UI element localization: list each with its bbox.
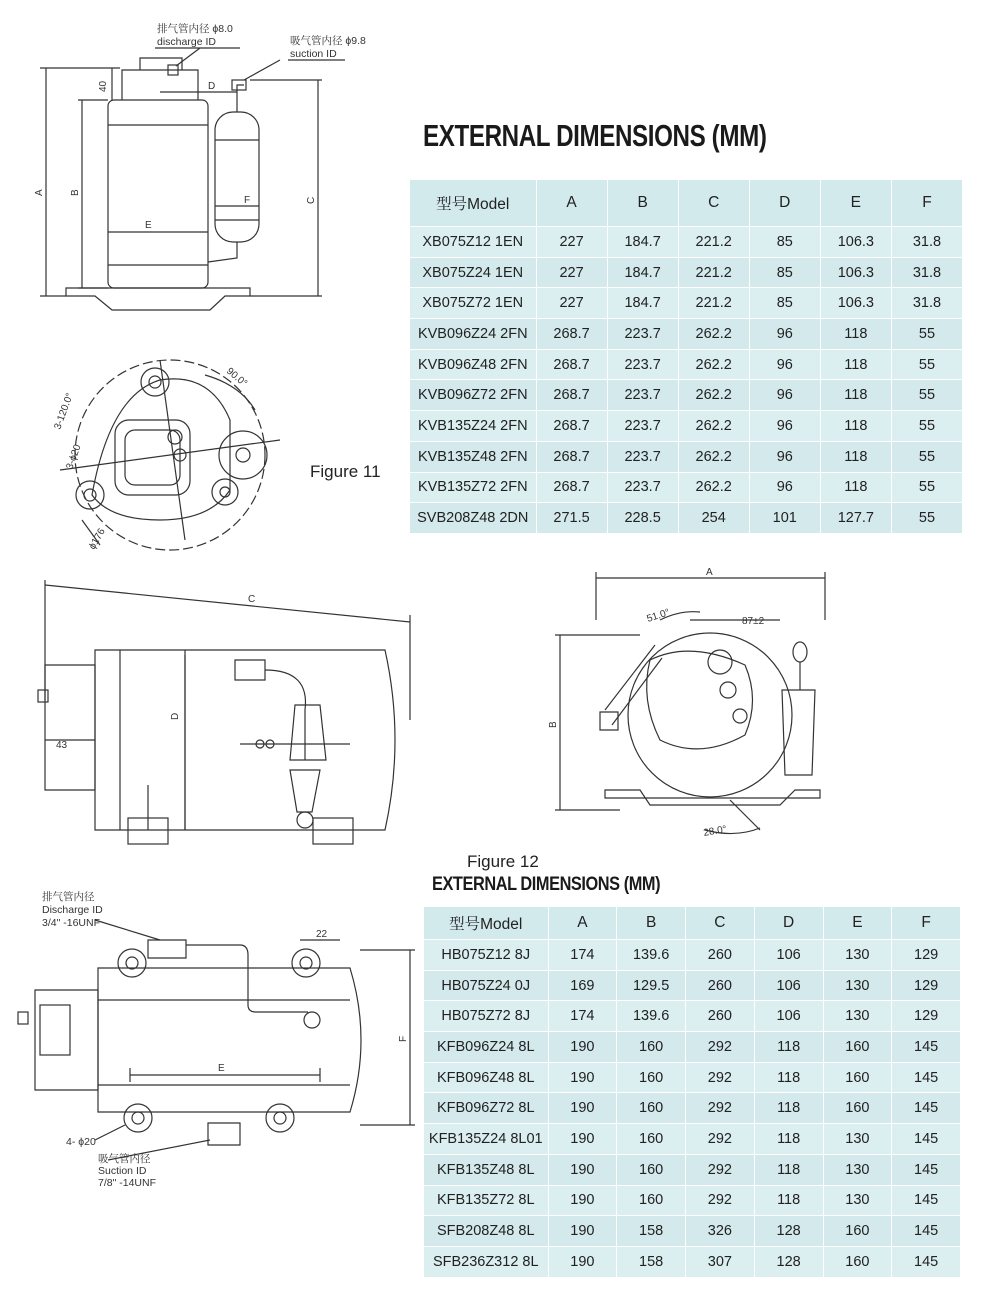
model-cell: KFB135Z48 8L bbox=[424, 1154, 548, 1185]
table-row bbox=[410, 349, 963, 380]
suction-size-label: 7/8" -14UNF bbox=[98, 1177, 156, 1189]
table-row bbox=[424, 1062, 961, 1093]
dimension-cell-f: 55 bbox=[891, 441, 962, 472]
dimension-cell-a: 268.7 bbox=[536, 349, 607, 380]
dimension-cell-a: 227 bbox=[536, 288, 607, 319]
dimension-cell-e: 127.7 bbox=[820, 503, 891, 534]
angle-28-label: 28.0° bbox=[702, 824, 728, 839]
model-cell: KVB096Z24 2FN bbox=[410, 319, 536, 350]
model-cell: KFB096Z48 8L bbox=[424, 1062, 548, 1093]
dimension-cell-e: 106.3 bbox=[820, 227, 891, 258]
dimension-cell-e: 118 bbox=[820, 472, 891, 503]
dimension-43-label: 43 bbox=[56, 740, 68, 751]
column-header-a: A bbox=[548, 907, 617, 940]
dimension-cell-b: 139.6 bbox=[617, 940, 686, 971]
table-header-row bbox=[424, 907, 961, 940]
dimension-cell-f: 145 bbox=[892, 1185, 961, 1216]
dimension-cell-a: 169 bbox=[548, 970, 617, 1001]
table-row bbox=[424, 1216, 961, 1247]
table-row bbox=[424, 1124, 961, 1155]
dimension-cell-d: 118 bbox=[754, 1032, 823, 1063]
dimension-cell-d: 128 bbox=[754, 1246, 823, 1277]
dimension-cell-c: 260 bbox=[686, 940, 755, 971]
dimension-cell-c: 254 bbox=[678, 503, 749, 534]
dimension-cell-a: 174 bbox=[548, 940, 617, 971]
dimension-cell-d: 85 bbox=[749, 227, 820, 258]
table-row bbox=[424, 1185, 961, 1216]
table-header-row bbox=[410, 180, 963, 227]
model-cell: KFB135Z72 8L bbox=[424, 1185, 548, 1216]
dimension-cell-b: 158 bbox=[617, 1246, 686, 1277]
hole-3-20-label: 3-ϕ20 bbox=[64, 443, 84, 472]
dimension-cell-e: 130 bbox=[823, 1185, 892, 1216]
dimension-cell-a: 268.7 bbox=[536, 472, 607, 503]
dimension-87-label: 87±2 bbox=[742, 616, 765, 627]
dimension-cell-b: 158 bbox=[617, 1216, 686, 1247]
dimension-cell-d: 128 bbox=[754, 1216, 823, 1247]
dimension-22-label: 22 bbox=[316, 929, 328, 940]
dimension-cell-e: 118 bbox=[820, 380, 891, 411]
dimension-cell-f: 129 bbox=[892, 970, 961, 1001]
model-cell: KFB135Z24 8L01 bbox=[424, 1124, 548, 1155]
dimension-cell-e: 118 bbox=[820, 349, 891, 380]
column-header-d: D bbox=[754, 907, 823, 940]
dimension-cell-d: 106 bbox=[754, 940, 823, 971]
model-cell: KVB135Z48 2FN bbox=[410, 441, 536, 472]
dimension-cell-b: 223.7 bbox=[607, 441, 678, 472]
model-cell: KVB135Z72 2FN bbox=[410, 472, 536, 503]
model-cell: KVB135Z24 2FN bbox=[410, 411, 536, 442]
dimension-cell-e: 160 bbox=[823, 1216, 892, 1247]
discharge-label-en-fig12: Discharge ID bbox=[42, 904, 103, 916]
dimension-cell-d: 106 bbox=[754, 1001, 823, 1032]
suction-label-en: suction ID bbox=[290, 48, 337, 60]
dimension-cell-b: 223.7 bbox=[607, 411, 678, 442]
dimension-cell-a: 268.7 bbox=[536, 380, 607, 411]
table-row bbox=[410, 227, 963, 258]
table-row bbox=[424, 1001, 961, 1032]
dimension-cell-f: 31.8 bbox=[891, 227, 962, 258]
dimension-cell-b: 160 bbox=[617, 1154, 686, 1185]
dimension-cell-a: 271.5 bbox=[536, 503, 607, 534]
dimension-cell-e: 118 bbox=[820, 319, 891, 350]
dimension-cell-b: 160 bbox=[617, 1124, 686, 1155]
discharge-label-cn-fig12: 排气管内径 bbox=[42, 891, 95, 903]
dimension-cell-f: 145 bbox=[892, 1154, 961, 1185]
dimension-cell-c: 262.2 bbox=[678, 380, 749, 411]
dimension-cell-f: 55 bbox=[891, 349, 962, 380]
dimension-cell-e: 130 bbox=[823, 970, 892, 1001]
dimension-e-label: E bbox=[145, 220, 152, 231]
dimension-cell-e: 160 bbox=[823, 1062, 892, 1093]
dimension-cell-c: 292 bbox=[686, 1124, 755, 1155]
model-cell: SFB236Z312 8L bbox=[424, 1246, 548, 1277]
figure-11-top-view-drawing bbox=[0, 340, 300, 570]
suction-label-cn: 吸气管内径 ϕ9.8 bbox=[290, 35, 366, 47]
table-row bbox=[410, 441, 963, 472]
dimension-cell-c: 292 bbox=[686, 1032, 755, 1063]
suction-label-cn-fig12: 吸气管内径 bbox=[98, 1153, 151, 1165]
dimension-cell-a: 190 bbox=[548, 1216, 617, 1247]
dimension-cell-b: 160 bbox=[617, 1185, 686, 1216]
dimension-cell-f: 55 bbox=[891, 380, 962, 411]
dimension-cell-b: 184.7 bbox=[607, 288, 678, 319]
model-cell: XB075Z12 1EN bbox=[410, 227, 536, 258]
dimension-cell-a: 174 bbox=[548, 1001, 617, 1032]
dimension-cell-c: 262.2 bbox=[678, 411, 749, 442]
model-cell: KVB096Z72 2FN bbox=[410, 380, 536, 411]
dimension-a-label: A bbox=[34, 189, 45, 196]
column-header-a: A bbox=[536, 180, 607, 227]
dimension-cell-f: 145 bbox=[892, 1093, 961, 1124]
dimension-b-label-fig12: B bbox=[548, 721, 559, 728]
holes-4-20-label: 4- ϕ20 bbox=[66, 1136, 96, 1148]
dimension-b-label: B bbox=[70, 189, 81, 196]
dimension-cell-c: 221.2 bbox=[678, 227, 749, 258]
dimension-c-label-fig12: C bbox=[248, 594, 256, 605]
dimension-d-label: D bbox=[208, 81, 216, 92]
dimension-cell-a: 190 bbox=[548, 1032, 617, 1063]
dimension-cell-b: 228.5 bbox=[607, 503, 678, 534]
column-header-c: C bbox=[678, 180, 749, 227]
dimension-cell-f: 55 bbox=[891, 319, 962, 350]
dimension-cell-a: 190 bbox=[548, 1154, 617, 1185]
dimension-cell-c: 221.2 bbox=[678, 257, 749, 288]
dimension-cell-d: 106 bbox=[754, 970, 823, 1001]
dimensions-table-figure-12 bbox=[424, 907, 961, 1278]
dimension-cell-f: 31.8 bbox=[891, 257, 962, 288]
column-header-c: C bbox=[686, 907, 755, 940]
dimension-cell-c: 262.2 bbox=[678, 472, 749, 503]
dimension-cell-e: 118 bbox=[820, 411, 891, 442]
dimension-cell-d: 118 bbox=[754, 1062, 823, 1093]
model-cell: XB075Z72 1EN bbox=[410, 288, 536, 319]
table-row bbox=[424, 1246, 961, 1277]
dimension-cell-f: 129 bbox=[892, 1001, 961, 1032]
discharge-label-en: discharge ID bbox=[157, 36, 216, 48]
angle-3-120-label: 3-120.0° bbox=[52, 391, 76, 432]
dimension-cell-a: 268.7 bbox=[536, 411, 607, 442]
dimension-cell-d: 85 bbox=[749, 288, 820, 319]
dimension-f-label-fig12: F bbox=[398, 1035, 409, 1042]
dimension-cell-e: 130 bbox=[823, 1154, 892, 1185]
dimension-cell-e: 160 bbox=[823, 1246, 892, 1277]
discharge-label-cn: 排气管内径 ϕ8.0 bbox=[157, 23, 233, 35]
dimension-cell-d: 96 bbox=[749, 411, 820, 442]
dimension-cell-d: 96 bbox=[749, 319, 820, 350]
dimension-cell-c: 262.2 bbox=[678, 441, 749, 472]
figure-12-end-view-drawing bbox=[540, 560, 840, 860]
diameter-176-label: ϕ176 bbox=[87, 526, 108, 552]
table-row bbox=[424, 940, 961, 971]
dimension-cell-e: 106.3 bbox=[820, 257, 891, 288]
table-row bbox=[410, 380, 963, 411]
dimension-cell-d: 96 bbox=[749, 441, 820, 472]
dimension-cell-d: 96 bbox=[749, 380, 820, 411]
table-row bbox=[424, 1093, 961, 1124]
dimension-cell-d: 118 bbox=[754, 1154, 823, 1185]
dimension-cell-e: 106.3 bbox=[820, 288, 891, 319]
table-row bbox=[410, 288, 963, 319]
dimension-cell-c: 221.2 bbox=[678, 288, 749, 319]
dimension-cell-a: 190 bbox=[548, 1124, 617, 1155]
dimension-cell-e: 130 bbox=[823, 1001, 892, 1032]
dimension-cell-f: 145 bbox=[892, 1216, 961, 1247]
dimensions-table-figure-11 bbox=[410, 180, 963, 534]
dimension-cell-c: 292 bbox=[686, 1093, 755, 1124]
column-header-b: B bbox=[607, 180, 678, 227]
dimension-cell-c: 292 bbox=[686, 1185, 755, 1216]
dimension-cell-f: 145 bbox=[892, 1124, 961, 1155]
dimension-a-label-fig12: A bbox=[706, 567, 713, 578]
dimension-cell-c: 262.2 bbox=[678, 349, 749, 380]
dimension-cell-d: 118 bbox=[754, 1124, 823, 1155]
column-header-model: 型号Model bbox=[410, 180, 536, 227]
column-header-b: B bbox=[617, 907, 686, 940]
dimension-cell-e: 130 bbox=[823, 1124, 892, 1155]
model-cell: KVB096Z48 2FN bbox=[410, 349, 536, 380]
figure-12-side-drawing bbox=[0, 575, 420, 855]
table-row bbox=[410, 411, 963, 442]
column-header-e: E bbox=[823, 907, 892, 940]
dimension-cell-e: 118 bbox=[820, 441, 891, 472]
external-dimensions-heading-1: EXTERNAL DIMENSIONS (MM) bbox=[423, 118, 767, 153]
table-row bbox=[424, 1154, 961, 1185]
dimension-cell-c: 262.2 bbox=[678, 319, 749, 350]
dimension-cell-f: 55 bbox=[891, 503, 962, 534]
dimension-cell-a: 190 bbox=[548, 1185, 617, 1216]
dimension-cell-f: 31.8 bbox=[891, 288, 962, 319]
dimension-cell-c: 307 bbox=[686, 1246, 755, 1277]
dimension-cell-b: 223.7 bbox=[607, 472, 678, 503]
figure-12-caption: Figure 12 bbox=[467, 852, 539, 871]
dimension-f-label: F bbox=[244, 195, 251, 206]
dimension-d-label-fig12: D bbox=[170, 712, 181, 720]
table-row bbox=[410, 257, 963, 288]
figure-11-caption: Figure 11 bbox=[310, 462, 381, 481]
dimension-cell-d: 101 bbox=[749, 503, 820, 534]
table-row bbox=[410, 472, 963, 503]
suction-label-en-fig12: Suction ID bbox=[98, 1165, 147, 1177]
dimension-cell-f: 145 bbox=[892, 1246, 961, 1277]
dimension-cell-b: 223.7 bbox=[607, 319, 678, 350]
dimension-cell-d: 96 bbox=[749, 349, 820, 380]
dimension-cell-f: 145 bbox=[892, 1062, 961, 1093]
dimension-cell-b: 129.5 bbox=[617, 970, 686, 1001]
dimension-cell-c: 260 bbox=[686, 1001, 755, 1032]
model-cell: HB075Z24 0J bbox=[424, 970, 548, 1001]
dimension-cell-f: 145 bbox=[892, 1032, 961, 1063]
model-cell: SFB208Z48 8L bbox=[424, 1216, 548, 1247]
dimension-cell-d: 85 bbox=[749, 257, 820, 288]
model-cell: KFB096Z72 8L bbox=[424, 1093, 548, 1124]
dimension-cell-d: 118 bbox=[754, 1185, 823, 1216]
dimension-cell-a: 190 bbox=[548, 1062, 617, 1093]
dimension-cell-b: 184.7 bbox=[607, 227, 678, 258]
dimension-cell-d: 118 bbox=[754, 1093, 823, 1124]
dimension-cell-c: 260 bbox=[686, 970, 755, 1001]
dimension-cell-a: 190 bbox=[548, 1093, 617, 1124]
column-header-e: E bbox=[820, 180, 891, 227]
dimension-cell-b: 139.6 bbox=[617, 1001, 686, 1032]
dimension-cell-e: 160 bbox=[823, 1093, 892, 1124]
dimension-cell-c: 326 bbox=[686, 1216, 755, 1247]
dimension-cell-b: 223.7 bbox=[607, 380, 678, 411]
dimension-cell-b: 160 bbox=[617, 1093, 686, 1124]
table-row bbox=[424, 970, 961, 1001]
dimension-cell-f: 55 bbox=[891, 472, 962, 503]
model-cell: SVB208Z48 2DN bbox=[410, 503, 536, 534]
dimension-40-label: 40 bbox=[98, 80, 109, 92]
dimension-cell-f: 129 bbox=[892, 940, 961, 971]
table-row bbox=[410, 503, 963, 534]
dimension-cell-a: 227 bbox=[536, 257, 607, 288]
external-dimensions-heading-2: EXTERNAL DIMENSIONS (MM) bbox=[432, 874, 661, 895]
figure-11-elevation-drawing bbox=[0, 0, 400, 330]
dimension-cell-a: 190 bbox=[548, 1246, 617, 1277]
dimension-cell-b: 160 bbox=[617, 1032, 686, 1063]
table-row bbox=[410, 319, 963, 350]
dimension-c-label: C bbox=[306, 196, 317, 204]
dimension-cell-a: 268.7 bbox=[536, 441, 607, 472]
model-cell: HB075Z72 8J bbox=[424, 1001, 548, 1032]
dimension-cell-b: 223.7 bbox=[607, 349, 678, 380]
table-row bbox=[424, 1032, 961, 1063]
model-cell: XB075Z24 1EN bbox=[410, 257, 536, 288]
dimension-cell-e: 130 bbox=[823, 940, 892, 971]
dimension-cell-a: 227 bbox=[536, 227, 607, 258]
column-header-f: F bbox=[891, 180, 962, 227]
model-cell: KFB096Z24 8L bbox=[424, 1032, 548, 1063]
dimension-cell-b: 160 bbox=[617, 1062, 686, 1093]
angle-90-label: 90.0° bbox=[224, 365, 250, 390]
discharge-size-label: 3/4" -16UNF bbox=[42, 917, 100, 929]
model-cell: HB075Z12 8J bbox=[424, 940, 548, 971]
dimension-cell-a: 268.7 bbox=[536, 319, 607, 350]
column-header-d: D bbox=[749, 180, 820, 227]
angle-51-label: 51.0° bbox=[645, 607, 672, 625]
figure-12-plan-drawing bbox=[0, 880, 420, 1200]
dimension-cell-c: 292 bbox=[686, 1062, 755, 1093]
dimension-cell-b: 184.7 bbox=[607, 257, 678, 288]
dimension-cell-e: 160 bbox=[823, 1032, 892, 1063]
dimension-cell-c: 292 bbox=[686, 1154, 755, 1185]
dimension-e-label-fig12: E bbox=[218, 1063, 225, 1074]
column-header-f: F bbox=[892, 907, 961, 940]
column-header-model: 型号Model bbox=[424, 907, 548, 940]
dimension-cell-f: 55 bbox=[891, 411, 962, 442]
dimension-cell-d: 96 bbox=[749, 472, 820, 503]
